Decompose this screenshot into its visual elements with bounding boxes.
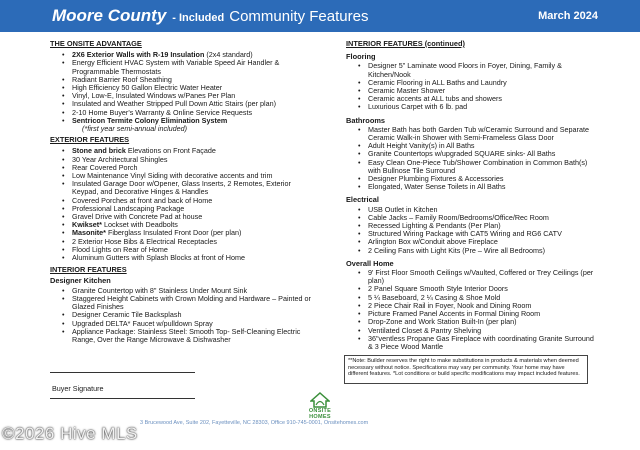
list-item: • Designer 5" Laminate wood Floors in Foyer, Dining, Family & Kitchen/Nook [368,62,594,78]
bold-text: Sentricon Termite Colony Elimination System [72,115,228,125]
list-item: • 5 ¼ Baseboard, 2 ¼ Casing & Shoe Mold [368,294,594,302]
list-item: • 2 Ceiling Fans with Light Kits (Pre – Wire all Bedrooms) [368,247,594,255]
onsite-list [50,51,318,133]
list-item: • 2-10 Home Buyer's Warranty & Online Service Requests [72,109,318,117]
logo-text: ONSITE HOMES [308,408,332,420]
list-item: • Ceramic accents at ALL tubs and showers [368,95,594,103]
subsection-list [346,206,594,255]
list-item: • Designer Ceramic Tile Backsplash [72,311,318,319]
list-item: • Easy Clean One-Piece Tub/Shower Combination in Common Bath(s) with Bullnose Tile Surround [368,159,594,175]
list-item: • Ceramic Master Shower [368,87,594,95]
section-title: INTERIOR FEATURES (continued) [346,39,465,48]
list-item: • Granite Countertop with 8" Stainless Under Mount Sink [72,287,318,295]
county-title: Moore County [52,6,167,25]
list-item: • Luxurious Carpet with 6 lb. pad [368,103,594,111]
footer-address: 3 Brucewood Ave, Suite 202, Fayetteville, NC 28303, Office 910-745-0001, Onsitehomes.com [140,420,369,426]
signature-line-top [50,372,195,373]
list-item: • Designer Plumbing Fixtures & Accessories [368,175,594,183]
list-item: • 2 Piece Chair Rail in Foyer, Nook and Dining Room [368,302,594,310]
list-item: • Stone and brick Elevations on Front Façade [72,147,318,155]
list-item: • High Efficiency 50 Gallon Electric Water Heater [72,84,318,92]
list-item: • Aluminum Gutters with Splash Blocks at front of Home [72,254,318,262]
list-note: (*first year semi-annual included) [82,124,188,134]
list-item: • Kwikset* Lockset with Deadbolts [72,221,318,229]
signature-line-bottom [50,398,195,399]
list-item: • Energy Efficient HVAC System with Variable Speed Air Handler & Programmable Thermostats [72,59,318,75]
subsection-title: Flooring [346,52,376,62]
subsection-title: Bathrooms [346,115,386,125]
list-item: • Flood Lights on Rear of Home [72,246,318,254]
bold-text: Kwikset* [72,220,102,230]
onsite-homes-logo [300,392,340,420]
list-item: • Arlington Box w/Conduit above Fireplace [368,238,594,246]
disclaimer-box: **Note: Builder reserves the right to make substitutions in products & materials when deemed necessary without notice. Specifications may vary per community. Your home may have different features. *Lot conditions or build specific modifications may impact included features. [344,355,588,384]
subsection-list [346,269,594,351]
list-item: • Appliance Package: Stainless Steel: Smooth Top- Self-Cleaning Electric Range, Over the Range Microwave & Dishwasher [72,328,318,344]
list-item: • Adult Height Vanity(s) in All Baths [368,142,594,150]
bold-text: Stone and brick [72,146,126,156]
list-item: • 2X6 Exterior Walls with R-19 Insulation (2x4 standard) [72,51,318,59]
house-icon [310,392,330,408]
list-item: • Granite Countertops w/upgraded SQUARE sinks- All Baths [368,150,594,158]
subsection-title: Overall Home [346,258,394,268]
list-item: • Covered Porches at front and back of Home [72,197,318,205]
features-title: Community Features [229,7,369,25]
subsection-list [346,126,594,192]
mls-watermark: ©2026 Hive MLS [2,424,138,443]
list-item: • Picture Framed Panel Accents in Formal Dining Room [368,310,594,318]
list-item: • Vinyl, Low-E, Insulated Windows w/Panes Per Plan [72,92,318,100]
list-item: • Insulated and Weather Stripped Pull Down Attic Stairs (per plan) [72,100,318,108]
list-item: • 30 Year Architectural Shingles [72,156,318,164]
list-item: • Staggered Height Cabinets with Crown Molding and Hardware – Painted or Glazed Finishes [72,295,318,311]
exterior-list [50,147,318,262]
list-item: • Insulated Garage Door w/Opener, Glass Inserts, 2 Remotes, Exterior Keypad, and Decorative Hinges & Handles [72,180,318,196]
list-item: • Ventilated Closet & Pantry Shelving [368,327,594,335]
list-item: • Recessed Lighting & Pendants (Per Plan) [368,222,594,230]
section-title: THE ONSITE ADVANTAGE [50,39,142,48]
page-header [0,0,640,32]
bold-text: Masonite* [72,228,106,238]
list-item: • Elongated, Water Sense Toilets in All Baths [368,183,594,191]
section-title: EXTERIOR FEATURES [50,135,130,145]
kitchen-list [50,287,318,344]
section-title: INTERIOR FEATURES [50,265,127,275]
list-item: • Cable Jacks – Family Room/Bedrooms/Office/Rec Room [368,214,594,222]
subsection-list [346,62,594,111]
included-label: - Included [172,11,225,24]
buyer-signature-label: Buyer Signature [52,384,104,393]
bold-text: 2X6 Exterior Walls with R-19 Insulation [72,50,205,60]
list-item: • Rear Covered Porch [72,164,318,172]
list-item: • 36"ventless Propane Gas Fireplace with coordinating Granite Surround & 3 Piece Wood Mantle [368,335,594,351]
list-item: • 9' First Floor Smooth Ceilings w/Vaulted, Coffered or Trey Ceilings (per plan) [368,269,594,285]
kitchen-title: Designer Kitchen [50,276,111,286]
list-item: • 2 Panel Square Smooth Style Interior Doors [368,285,594,293]
list-item: • Masonite* Fiberglass Insulated Front Door (per plan) [72,229,318,237]
list-item: • USB Outlet in Kitchen [368,206,594,214]
right-sections [346,53,594,351]
subsection-title: Electrical [346,195,379,205]
list-item: • Ceramic Flooring in ALL Baths and Laundry [368,79,594,87]
left-column [50,38,318,347]
list-item: • Structured Wiring Package with CAT5 Wiring and RG6 CATV [368,230,594,238]
list-item: • Professional Landscaping Package [72,205,318,213]
right-column [346,38,594,354]
list-item: • Low Maintenance Vinyl Siding with decorative accents and trim [72,172,318,180]
list-item: • Master Bath has both Garden Tub w/Ceramic Surround and Separate Ceramic Walk-in Shower with Semi-Frameless Glass Door [368,126,594,142]
list-item: • Radiant Barrier Roof Sheathing [72,76,318,84]
date-label: March 2024 [538,10,598,22]
list-item: • Drop-Zone and Work Station Built-In (per plan) [368,318,594,326]
list-item: • 2 Exterior Hose Bibs & Electrical Receptacles [72,238,318,246]
list-item: • Gravel Drive with Concrete Pad at house [72,213,318,221]
list-item: • Upgraded DELTA* Faucet w/pulldown Spray [72,320,318,328]
